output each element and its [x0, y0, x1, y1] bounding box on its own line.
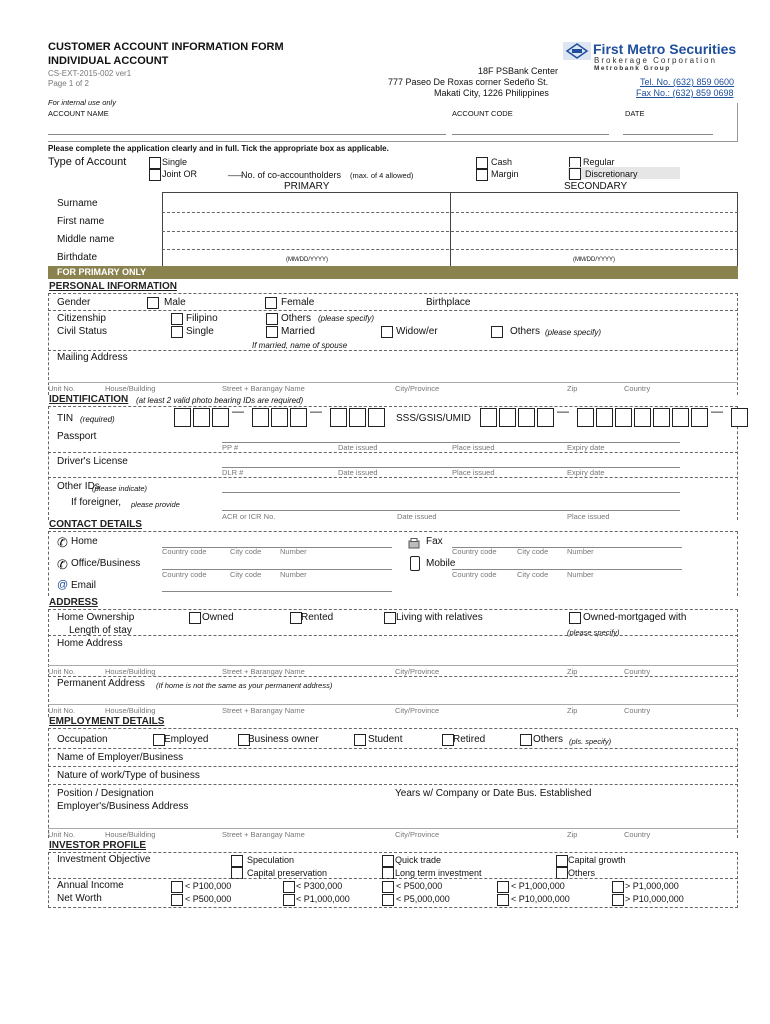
emp-street: Street + Barangay Name	[222, 830, 305, 839]
single-checkbox[interactable]	[149, 157, 161, 169]
mailing-unit: Unit No.	[48, 384, 76, 393]
company-name: First Metro Securities	[593, 41, 737, 57]
student-checkbox[interactable]	[354, 734, 366, 746]
civil-single-label: Single	[186, 326, 214, 337]
married-label: Married	[281, 326, 315, 337]
income-1-label: < P100,000	[185, 881, 232, 891]
mobile-city-code: City code	[517, 570, 549, 579]
rented-label: Rented	[301, 612, 334, 623]
birthdate-label: Birthdate	[57, 252, 98, 263]
home-house: House/Building	[105, 667, 156, 676]
position-label: Position / Designation	[57, 788, 154, 799]
home-unit: Unit No.	[48, 667, 76, 676]
mailing-country: Country	[624, 384, 651, 393]
filipino-label: Filipino	[186, 313, 218, 324]
income-3-checkbox[interactable]	[382, 881, 394, 893]
contact-top	[48, 531, 738, 532]
citizenship-others-label: Others	[281, 313, 312, 324]
home-number: Number	[280, 547, 307, 556]
mailing-house: House/Building	[105, 384, 156, 393]
student-label: Student	[368, 734, 403, 745]
form-code: CS-EXT-2015-002 ver1	[48, 69, 132, 78]
occupation-others-label: Others	[533, 734, 564, 745]
mortgaged-specify: (please specify)	[567, 628, 620, 637]
years-label: Years w/ Company or Date Bus. Established	[395, 788, 592, 799]
account-name-label: ACCOUNT NAME	[48, 109, 109, 118]
retired-label: Retired	[453, 734, 486, 745]
sss-digit-box[interactable]	[480, 408, 497, 427]
civil-others-checkbox[interactable]	[491, 326, 503, 338]
tin-digit-box[interactable]	[193, 408, 210, 427]
emp-house: House/Building	[105, 830, 156, 839]
address-line-3: Makati City, 1226 Philippines	[434, 88, 549, 98]
personal-left	[48, 293, 49, 395]
identification-note: (at least 2 valid photo bearing IDs are required)	[136, 396, 304, 405]
middle-name-label: Middle name	[57, 234, 115, 245]
cash-label: Cash	[491, 157, 513, 167]
perm-unit: Unit No.	[48, 706, 76, 715]
email-line[interactable]	[162, 591, 392, 592]
pp-place-issued: Place issued	[452, 443, 495, 452]
objective-others-label: Others	[568, 868, 596, 878]
group-name: Metrobank Group	[594, 65, 671, 72]
owned-checkbox[interactable]	[189, 612, 201, 624]
sss-digit-box[interactable]	[577, 408, 594, 427]
date-label: DATE	[625, 109, 645, 118]
personal-row-2	[48, 350, 738, 351]
foreigner-label: If foreigner,	[71, 497, 122, 508]
worth-4-checkbox[interactable]	[497, 894, 509, 906]
fax-number: Number	[567, 547, 594, 556]
office-phone-label: Office/Business	[71, 558, 141, 569]
emp-country: Country	[624, 830, 651, 839]
account-code-label: ACCOUNT CODE	[452, 109, 513, 118]
secondary-header: SECONDARY	[564, 181, 628, 192]
contact-left	[48, 531, 49, 596]
personal-row-1	[48, 310, 738, 311]
company-subtitle: Brokerage Corporation	[594, 56, 717, 65]
quick-trade-checkbox[interactable]	[382, 855, 394, 867]
married-checkbox[interactable]	[266, 326, 278, 338]
office-country-code: Country code	[162, 570, 207, 579]
birthplace-label: Birthplace	[426, 297, 471, 308]
mortgaged-label: Owned-mortgaged with	[583, 612, 687, 623]
permanent-address-note: (If home is not the same as your permanent address)	[156, 681, 333, 690]
home-country-code: Country code	[162, 547, 207, 556]
id-row-2	[48, 452, 738, 453]
fax-label: Fax	[426, 536, 443, 547]
female-label: Female	[281, 297, 315, 308]
dlr-expiry: Expiry date	[567, 468, 605, 477]
employer-label: Name of Employer/Business	[57, 752, 184, 763]
employer-address-label: Employer's/Business Address	[57, 801, 189, 812]
mailing-street: Street + Barangay Name	[222, 384, 305, 393]
discretionary-checkbox[interactable]	[569, 168, 581, 180]
annual-income-label: Annual Income	[57, 880, 124, 891]
worth-2-label: < P1,000,000	[296, 894, 350, 904]
occupation-others-checkbox[interactable]	[520, 734, 532, 746]
id-top	[48, 406, 738, 407]
home-country: Country	[624, 667, 651, 676]
citizenship-others-checkbox[interactable]	[266, 313, 278, 325]
employment-right	[737, 728, 738, 838]
primary-only-label: FOR PRIMARY ONLY	[57, 267, 147, 277]
perm-country: Country	[624, 706, 651, 715]
emp-zip: Zip	[567, 830, 578, 839]
tin-label: TIN	[57, 413, 74, 424]
joint-checkbox[interactable]	[149, 169, 161, 181]
mobile-icon	[410, 556, 420, 571]
perm-street: Street + Barangay Name	[222, 706, 305, 715]
acr-place-issued: Place issued	[567, 512, 610, 521]
pp-date-issued: Date issued	[338, 443, 378, 452]
home-address-line	[48, 665, 738, 666]
sss-digit-box[interactable]	[499, 408, 516, 427]
tin-digit-box[interactable]	[174, 408, 191, 427]
filipino-checkbox[interactable]	[171, 313, 183, 325]
perm-house: House/Building	[105, 706, 156, 715]
worth-5-label: > P10,000,000	[625, 894, 684, 904]
tin-separator: —	[232, 404, 244, 418]
personal-right	[737, 293, 738, 395]
emp-city: City/Province	[395, 830, 440, 839]
capital-growth-label: Capital growth	[568, 855, 626, 865]
coholders-note: (max. of 4 allowed)	[350, 171, 414, 180]
other-ids-note: (please indicate)	[92, 484, 148, 493]
employment-left	[48, 728, 49, 838]
fax-link[interactable]: Fax No.: (632) 859 0698	[636, 88, 734, 98]
contact-right	[737, 531, 738, 596]
joint-label: Joint OR	[162, 169, 198, 179]
first-name-label: First name	[57, 216, 105, 227]
employer-address-line	[48, 828, 738, 829]
fax-city-code: City code	[517, 547, 549, 556]
mobile-number: Number	[567, 570, 594, 579]
dlr-date-issued: Date issued	[338, 468, 378, 477]
cash-checkbox[interactable]	[476, 157, 488, 169]
employment-row-1	[48, 748, 738, 749]
length-of-stay-label: Length of stay	[69, 625, 132, 636]
date-field[interactable]	[623, 134, 713, 135]
phone-icon: ✆	[57, 535, 68, 550]
tin-digit-box[interactable]	[271, 408, 288, 427]
other-ids-label: Other IDs	[57, 481, 100, 492]
investor-bottom	[48, 907, 738, 908]
personal-heading: PERSONAL INFORMATION	[49, 281, 177, 292]
passport-label: Passport	[57, 431, 97, 442]
perm-city: City/Province	[395, 706, 440, 715]
secondary-date-format: (MM/DD/YYYY)	[573, 257, 615, 263]
investor-row-1	[48, 878, 738, 879]
spouse-label: If married, name of spouse	[252, 341, 348, 350]
account-code-field[interactable]	[452, 134, 609, 135]
grid-row-2	[162, 231, 738, 232]
joint-blank[interactable]: ___	[228, 166, 244, 176]
home-zip: Zip	[567, 667, 578, 676]
tin-digit-box[interactable]	[349, 408, 366, 427]
tel-link[interactable]: Tel. No. (632) 859 0600	[640, 77, 735, 87]
worth-2-checkbox[interactable]	[283, 894, 295, 906]
primary-date-format: (MM/DD/YYYY)	[286, 257, 328, 263]
investor-heading: INVESTOR PROFILE	[49, 840, 147, 851]
grid-left	[162, 192, 163, 266]
citizenship-specify: (please specify)	[318, 314, 375, 323]
employed-label: Employed	[164, 734, 209, 745]
pp-label: PP #	[222, 443, 239, 452]
civil-status-label: Civil Status	[57, 326, 108, 337]
citizenship-label: Citizenship	[57, 313, 106, 324]
sss-separator: —	[557, 404, 569, 418]
income-1-checkbox[interactable]	[171, 881, 183, 893]
mailing-city: City/Province	[395, 384, 440, 393]
sss-digit-box[interactable]	[518, 408, 535, 427]
sss-digit-box[interactable]	[596, 408, 613, 427]
income-4-label: < P1,000,000	[511, 881, 565, 891]
home-street: Street + Barangay Name	[222, 667, 305, 676]
grid-row-3	[162, 249, 738, 250]
form-subtitle: INDIVIDUAL ACCOUNT	[48, 55, 169, 67]
personal-top	[48, 293, 738, 294]
capital-preservation-label: Capital preservation	[247, 868, 328, 878]
fax-country-code: Country code	[452, 547, 497, 556]
employment-top	[48, 728, 738, 729]
at-icon: @	[57, 579, 69, 591]
income-2-label: < P300,000	[296, 881, 343, 891]
identification-heading: IDENTIFICATION	[49, 394, 129, 405]
mailing-line	[48, 382, 738, 383]
sss-separator: —	[711, 404, 723, 418]
occupation-specify: (pls. specify)	[569, 737, 612, 746]
primary-header: PRIMARY	[284, 181, 330, 192]
grid-row-1	[162, 212, 738, 213]
relatives-label: Living with relatives	[396, 612, 483, 623]
passport-line[interactable]	[222, 442, 680, 443]
id-row-3	[48, 477, 738, 478]
tin-separator: —	[310, 404, 322, 418]
address-line-1: 18F PSBank Center	[478, 66, 559, 76]
mailing-zip: Zip	[567, 384, 578, 393]
acr-date-issued: Date issued	[397, 512, 437, 521]
nature-label: Nature of work/Type of business	[57, 770, 200, 781]
id-left	[48, 406, 49, 520]
other-ids-line[interactable]	[222, 492, 680, 493]
acr-label: ACR or ICR No.	[222, 512, 276, 521]
acr-line[interactable]	[222, 510, 680, 511]
mobile-country-code: Country code	[452, 570, 497, 579]
sss-digit-box[interactable]	[634, 408, 651, 427]
income-5-label: > P1,000,000	[625, 881, 679, 891]
income-5-checkbox[interactable]	[612, 881, 624, 893]
office-number: Number	[280, 570, 307, 579]
male-checkbox[interactable]	[147, 297, 159, 309]
income-3-label: < P500,000	[396, 881, 443, 891]
worth-4-label: < P10,000,000	[511, 894, 570, 904]
tin-required: (required)	[80, 415, 115, 424]
license-label: Driver's License	[57, 456, 128, 467]
speculation-checkbox[interactable]	[231, 855, 243, 867]
objective-label: Investment Objective	[57, 854, 151, 865]
net-worth-label: Net Worth	[57, 893, 102, 904]
tin-digit-box[interactable]	[368, 408, 385, 427]
civil-specify: (please specify)	[545, 328, 602, 337]
instructions: Please complete the application clearly and in full. Tick the appropriate box as applicable.	[48, 144, 389, 153]
dlr-label: DLR #	[222, 468, 244, 477]
address-left	[48, 609, 49, 717]
occupation-label: Occupation	[57, 734, 108, 745]
tin-digit-box[interactable]	[330, 408, 347, 427]
home-address-label: Home Address	[57, 638, 123, 649]
speculation-label: Speculation	[247, 855, 295, 865]
widow-checkbox[interactable]	[381, 326, 393, 338]
coholders-label: No. of co-accountholders	[241, 170, 342, 180]
mailing-label: Mailing Address	[57, 352, 128, 363]
worth-3-checkbox[interactable]	[382, 894, 394, 906]
dlr-place-issued: Place issued	[452, 468, 495, 477]
sss-digit-box[interactable]	[691, 408, 708, 427]
logo-icon	[563, 42, 591, 60]
fax-icon	[408, 536, 420, 547]
margin-label: Margin	[491, 169, 519, 179]
office-city-code: City code	[230, 570, 262, 579]
pp-expiry: Expiry date	[567, 443, 605, 452]
female-checkbox[interactable]	[265, 297, 277, 309]
capital-growth-checkbox[interactable]	[556, 855, 568, 867]
address-top	[48, 609, 738, 610]
perm-zip: Zip	[567, 706, 578, 715]
worth-5-checkbox[interactable]	[612, 894, 624, 906]
sss-digit-box[interactable]	[615, 408, 632, 427]
form-title: CUSTOMER ACCOUNT INFORMATION FORM	[48, 41, 284, 53]
type-of-account-label: Type of Account	[48, 156, 127, 168]
home-ownership-label: Home Ownership	[57, 612, 135, 623]
email-label: Email	[71, 580, 97, 591]
phone-icon: ✆	[57, 557, 68, 572]
sss-digit-box[interactable]	[537, 408, 554, 427]
address-heading: ADDRESS	[49, 597, 98, 608]
income-2-checkbox[interactable]	[283, 881, 295, 893]
grid-right	[737, 192, 738, 266]
account-name-field[interactable]	[48, 134, 446, 135]
foreigner-note: please provide	[131, 500, 180, 509]
income-4-checkbox[interactable]	[497, 881, 509, 893]
mortgaged-checkbox[interactable]	[569, 612, 581, 624]
long-term-label: Long term investment	[395, 868, 482, 878]
investor-right	[737, 852, 738, 908]
business-owner-label: Business owner	[248, 734, 319, 745]
grid-mid	[450, 192, 451, 266]
surname-label: Surname	[57, 198, 98, 209]
home-phone-label: Home	[71, 536, 98, 547]
quick-trade-label: Quick trade	[395, 855, 442, 865]
address-line-2: 777 Paseo De Roxas corner Sedeño St.	[388, 77, 549, 87]
owned-label: Owned	[202, 612, 234, 623]
tin-digit-box[interactable]	[252, 408, 269, 427]
employment-row-3	[48, 784, 738, 785]
home-city-code: City code	[230, 547, 262, 556]
employment-heading: EMPLOYMENT DETAILS	[49, 716, 165, 727]
permanent-address-label: Permanent Address	[57, 678, 145, 689]
home-city: City/Province	[395, 667, 440, 676]
single-label: Single	[162, 157, 188, 167]
regular-label: Regular	[583, 157, 615, 167]
sss-digit-box[interactable]	[672, 408, 689, 427]
tin-digit-box[interactable]	[212, 408, 229, 427]
contact-heading: CONTACT DETAILS	[49, 519, 142, 530]
discretionary-label: Discretionary	[585, 169, 638, 179]
worth-1-label: < P500,000	[185, 894, 232, 904]
page-number: Page 1 of 2	[48, 79, 89, 88]
sss-label: SSS/GSIS/UMID	[396, 413, 472, 424]
sss-digit-box[interactable]	[731, 408, 748, 427]
investor-top	[48, 852, 738, 853]
primary-only-band	[48, 266, 738, 279]
investor-left	[48, 852, 49, 908]
relatives-checkbox[interactable]	[384, 612, 396, 624]
header-divider	[48, 141, 738, 142]
permanent-address-line	[48, 704, 738, 705]
gender-label: Gender	[57, 297, 91, 308]
worth-1-checkbox[interactable]	[171, 894, 183, 906]
widow-label: Widow/er	[396, 326, 438, 337]
emp-unit: Unit No.	[48, 830, 76, 839]
header-border	[737, 103, 738, 141]
address-row-2	[48, 676, 738, 677]
address-row-1	[48, 635, 738, 636]
address-right	[737, 609, 738, 717]
civil-others-label: Others	[510, 326, 541, 337]
tin-digit-box[interactable]	[290, 408, 307, 427]
mobile-label: Mobile	[426, 558, 456, 569]
margin-checkbox[interactable]	[476, 169, 488, 181]
sss-digit-box[interactable]	[653, 408, 670, 427]
worth-3-label: < P5,000,000	[396, 894, 450, 904]
internal-note: For internal use only	[48, 98, 116, 107]
license-line[interactable]	[222, 467, 680, 468]
employment-row-2	[48, 766, 738, 767]
civil-single-checkbox[interactable]	[171, 326, 183, 338]
male-label: Male	[164, 297, 186, 308]
